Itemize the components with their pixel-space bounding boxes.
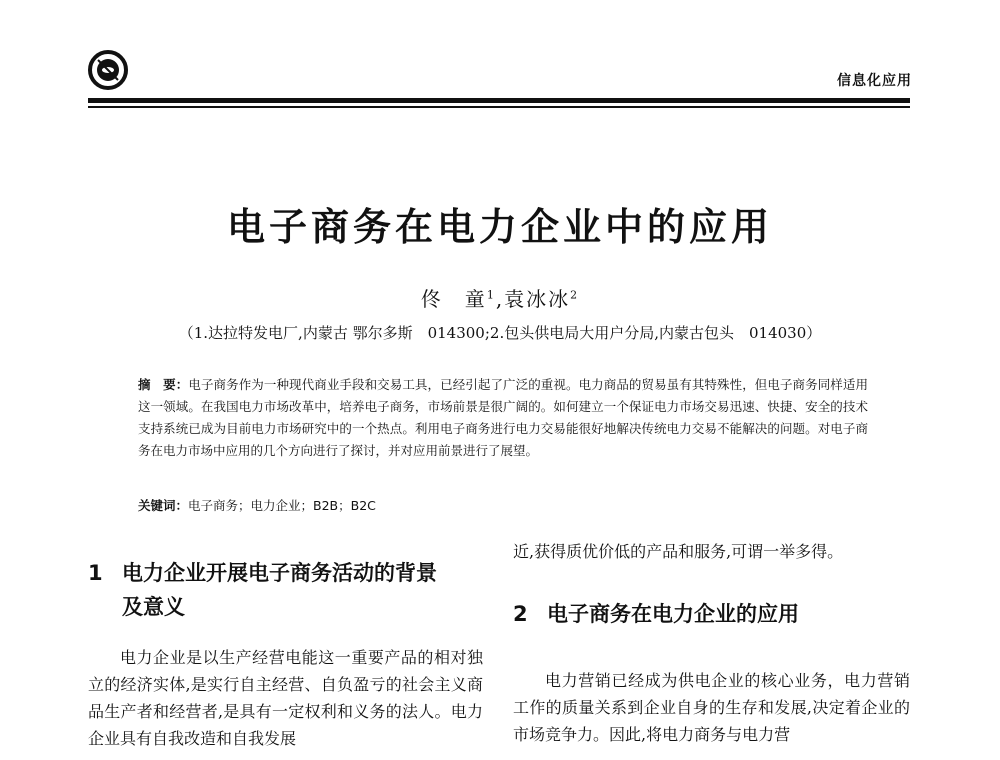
section-1-heading xyxy=(88,556,483,624)
keywords xyxy=(138,496,868,514)
journal-logo-icon xyxy=(88,50,128,90)
section-1-number: 1 xyxy=(88,561,103,585)
section-1-body: 电力企业是以生产经营电能这一重要产品的相对独立的经济实体,是实行自主经营、自负盈亏的社会主义商品生产者和经营者,是具有一定权利和义务的法人。电力企业具有自我改造和自我发展 xyxy=(88,648,483,748)
author-line xyxy=(0,283,1000,312)
left-column xyxy=(88,556,483,752)
abstract xyxy=(138,374,868,462)
right-column-continuation: 近,获得质优价低的产品和服务,可谓一举多得。 xyxy=(513,542,844,561)
author-affil-mark: 1 xyxy=(486,288,496,302)
keywords-label: 关键词： xyxy=(138,498,189,513)
abstract-text: 电子商务作为一种现代商业手段和交易工具，已经引起了广泛的重视。电力商品的贸易虽有其特殊性，但电子商务同样适用这一领域。在我国电力市场改革中，培养电子商务，市场前景是很广阔的。如何建立一个保证电力市场交易迅速、快捷、安全的技术支持系统已成为目前电力市场研究中的一个热点。利用电子商务进行电力交易能很好地解决传统电力交易不能解决的问题。对电子商务在电力市场中应用的几个方向进行了探讨，并对应用前景进行了展望。 xyxy=(138,377,868,458)
section-2-heading xyxy=(513,597,910,631)
author-separator: , xyxy=(495,287,505,311)
header-rule-thick xyxy=(88,98,910,103)
right-column xyxy=(513,538,910,748)
affiliations: （1.达拉特发电厂,内蒙古 鄂尔多斯 014300;2.包头供电局大用户分局,内蒙古包头 014030） xyxy=(178,324,822,342)
keywords-text: 电子商务；电力企业；B2B；B2C xyxy=(188,498,376,513)
journal-section-label: 信息化应用 xyxy=(837,73,912,89)
section-1-title-line2: 及意义 xyxy=(122,595,185,619)
abstract-label: 摘 要： xyxy=(138,377,189,392)
section-2-body: 电力营销已经成为供电企业的核心业务，电力营销工作的质量关系到企业自身的生存和发展,决定着企业的市场竞争力。因此,将电力商务与电力营 xyxy=(513,671,910,744)
author-name: 袁冰冰 xyxy=(504,287,571,311)
paper-title: 电子商务在电力企业中的应用 xyxy=(226,204,773,249)
author-name: 佟 童 xyxy=(420,287,487,311)
section-2-title: 电子商务在电力企业的应用 xyxy=(547,602,799,626)
section-1-title-line1: 电力企业开展电子商务活动的背景 xyxy=(122,561,437,585)
author-affil-mark: 2 xyxy=(570,288,580,302)
section-2-number: 2 xyxy=(513,602,528,626)
header-rule-thin xyxy=(88,106,910,108)
